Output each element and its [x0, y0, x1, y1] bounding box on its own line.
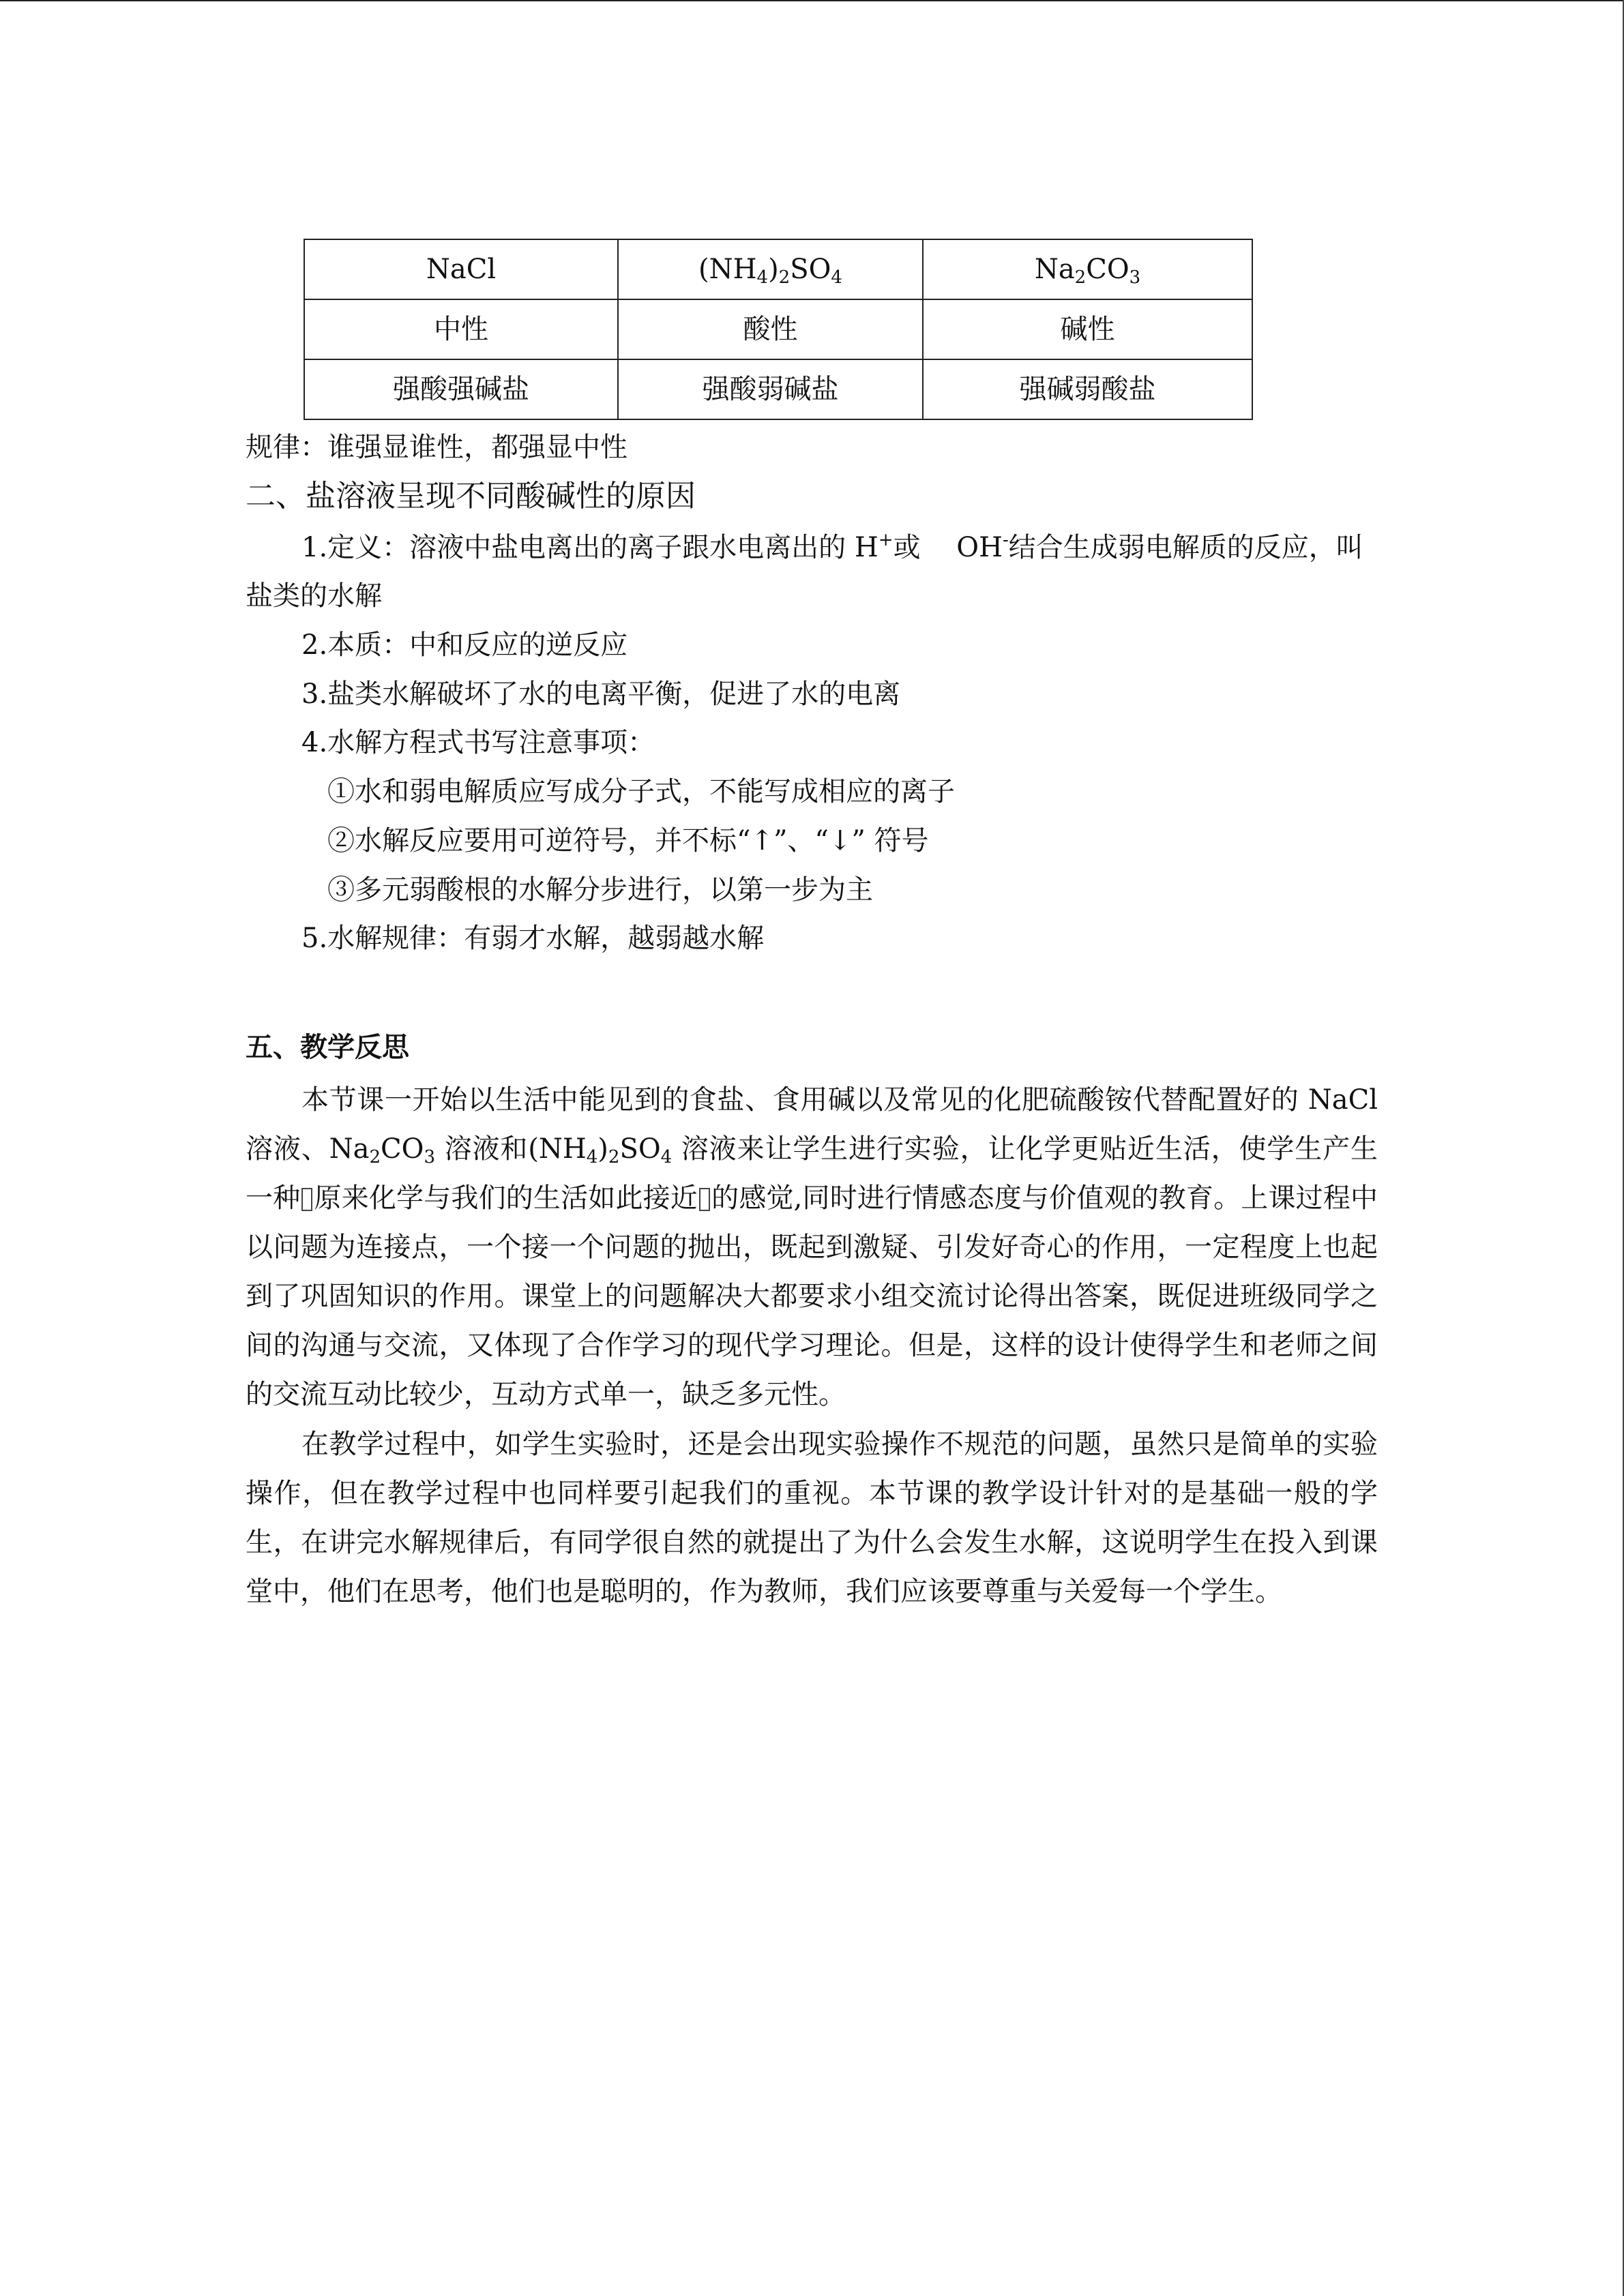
table-cell: 强酸弱碱盐 [618, 359, 923, 419]
sub-item-3: ③多元弱酸根的水解分步进行，以第一步为主 [327, 874, 873, 906]
table-cell: 酸性 [618, 299, 923, 359]
list-item-hydrolysis-rule: 5.水解规律：有弱才水解，越弱越水解 [301, 923, 765, 954]
table-cell-ammonium-sulfate: $(NH_4)_2SO_4$ [618, 239, 923, 299]
table-cell: 强酸强碱盐 [304, 359, 618, 419]
list-item-equilibrium: 3.盐类水解破坏了水的电离平衡，促进了水的电离 [301, 679, 901, 710]
salt-table [304, 239, 1253, 420]
table-cell-sodium-carbonate: $Na_2CO_3$ [923, 239, 1252, 299]
section-2-title: 二、盐溶液呈现不同酸碱性的原因 [246, 479, 696, 513]
table-cell: 强碱弱酸盐 [923, 359, 1252, 419]
reflection-paragraph-1: 本节课一开始以生活中能见到的食盐、食用碱以及常见的化肥硫酸铵代替配置好的 NaCl 溶液、$Na_2CO_3$ 溶液和$(NH_4)_2SO_4$ 溶液来让学生进行实验，让化学更贴近生活，使学生产生一种 原来化学与我们的生活如此接近 的感觉,同时进行情感态度与价值观的教育。上课过程中以问题为连接点，一个接一个问题的抛出，既起到激疑、引发好奇心的作用，一定程度上也起到了巩固知识的作用。课堂上的问题解决大都要求小组交流讨论得出答案，既促进班级同学之间的沟通与交流，又体现了合作学习的现代学习理论。但是，这样的设计使得学生和老师之间的交流互动比较少，互动方式单一，缺乏多元性。 [246, 1084, 1378, 1410]
page-top-border [0, 0, 1624, 1]
table-cell-nacl: NaCl [304, 239, 618, 299]
list-item-essence: 2.本质：中和反应的逆反应 [301, 629, 628, 661]
table-row [304, 299, 1252, 359]
sub-item-2: ②水解反应要用可逆符号，并不标“↑”、“↓” 符号 [327, 825, 929, 856]
table-row [304, 359, 1252, 419]
definition-line: 1.定义：溶液中盐电离出的离子跟水电离出的 H+或 OH-结合生成弱电解质的反应，叫 [301, 530, 1363, 563]
definition-continuation: 盐类的水解 [246, 580, 382, 612]
rule-text: 规律：谁强显谁性，都强显中性 [246, 432, 628, 463]
list-item-equation-notes: 4.水解方程式书写注意事项： [301, 727, 655, 758]
missing-glyph-box [699, 1188, 710, 1211]
table-cell: 碱性 [923, 299, 1252, 359]
table-cell: 中性 [304, 299, 618, 359]
missing-glyph-box [301, 1188, 312, 1211]
sub-item-1: ①水和弱电解质应写成分子式，不能写成相应的离子 [327, 776, 955, 807]
section-5-title: 五、教学反思 [246, 1032, 409, 1063]
reflection-paragraph-2: 在教学过程中，如学生实验时，还是会出现实验操作不规范的问题，虽然只是简单的实验操作，但在教学过程中也同样要引起我们的重视。本节课的教学设计针对的是基础一般的学生，在讲完水解规律后，有同学很自然的就提出了为什么会发生水解，这说明学生在投入到课堂中，他们在思考，他们也是聪明的，作为教师，我们应该要尊重与关爱每一个学生。 [246, 1429, 1378, 1607]
table-row [304, 239, 1252, 299]
